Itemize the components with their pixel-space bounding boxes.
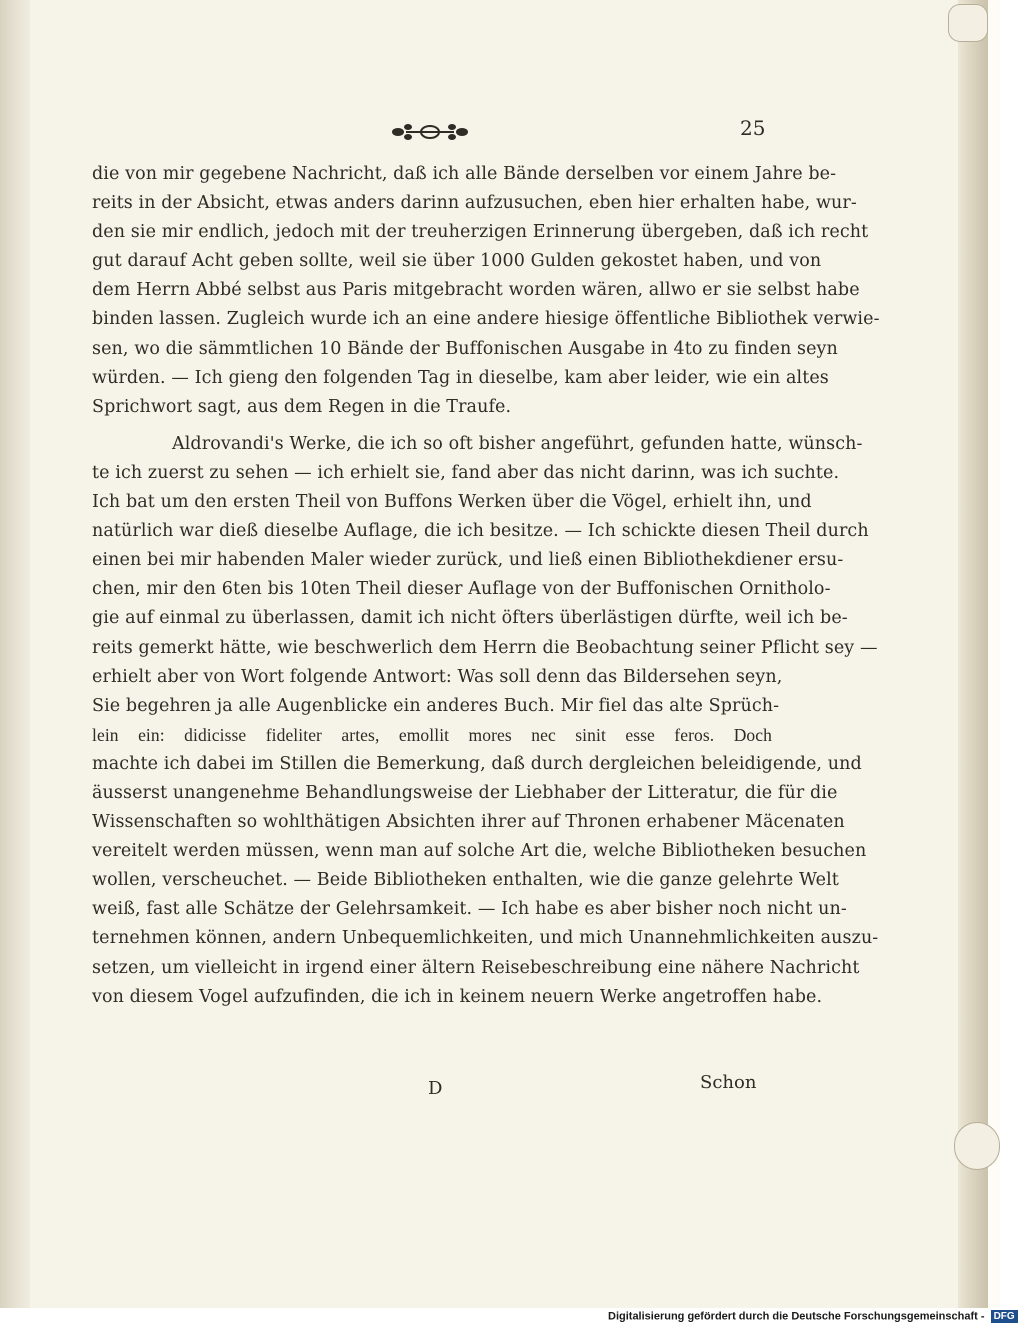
text-line: te ich zuerst zu sehen — ich erhielt sie, fand aber das nicht darinn, was ich suchte. xyxy=(92,462,840,483)
text-line: binden lassen. Zugleich wurde ich an eine andere hiesige öffentliche Bibliothek verwie- xyxy=(92,309,880,330)
paragraph-2 xyxy=(92,430,879,1012)
text-line: vereitelt werden müssen, wenn man auf solche Art die, welche Bibliotheken besuchen xyxy=(92,841,867,862)
text-line: ternehmen können, andern Unbequemlichkeiten, und mich Unannehmlichkeiten auszu- xyxy=(92,928,879,949)
text-line: machte ich dabei im Stillen die Bemerkung, daß durch dergleichen beleidigende, und xyxy=(92,753,862,774)
text-line: Ich bat um den ersten Theil von Buffons Werken über die Vögel, erhielt ihn, und xyxy=(92,492,812,513)
text-line: den sie mir endlich, jedoch mit der treuherzigen Erinnerung übergeben, daß ich recht xyxy=(92,222,869,243)
text-line: die von mir gegebene Nachricht, daß ich alle Bände derselben vor einem Jahre be- xyxy=(92,164,837,184)
page-edge xyxy=(958,0,988,1308)
text-line: Sie begehren ja alle Augenblicke ein anderes Buch. Mir fiel das alte Sprüch- xyxy=(92,695,780,716)
paragraph-1 xyxy=(92,160,880,422)
page-clip-bottom xyxy=(954,1122,1000,1170)
text-line: äusserst unangenehme Behandlungsweise der Liebhaber der Litteratur, die für die xyxy=(92,782,838,803)
text-line: dem Herrn Abbé selbst aus Paris mitgebracht worden wären, allwo er sie selbst habe xyxy=(92,280,860,301)
signature-mark: D xyxy=(428,1078,443,1099)
text-line: würden. — Ich gieng den folgenden Tag in dieselbe, kam aber leider, wie ein altes xyxy=(92,367,829,388)
text-line: gie auf einmal zu überlassen, damit ich nicht öfters überlästigen dürfte, weil ich be- xyxy=(92,608,848,629)
text-line: sen, wo die sämmtlichen 10 Bände der Buffonischen Ausgabe in 4to zu finden seyn xyxy=(92,338,838,359)
text-line: reits gemerkt hätte, wie beschwerlich dem Herrn die Beobachtung seiner Pflicht sey — xyxy=(92,637,878,658)
text-line: Wissenschaften so wohlthätigen Absichten ihrer auf Thronen erhabener Mäcenaten xyxy=(92,812,845,833)
page-clip-top xyxy=(948,4,988,42)
text-line: lein ein: didicisse fideliter artes, emollit mores nec sinit esse feros. Doch xyxy=(92,724,772,745)
text-line: gut darauf Acht geben sollte, weil sie über 1000 Gulden gekostet haben, und von xyxy=(92,251,822,272)
page-number: 25 xyxy=(740,116,766,140)
text-line: Aldrovandi's Werke, die ich so oft bisher angeführt, gefunden hatte, wünsch- xyxy=(172,433,863,454)
text-line: weiß, fast alle Schätze der Gelehrsamkeit. — Ich habe es aber bisher noch nicht un- xyxy=(92,899,847,920)
catchword: Schon xyxy=(700,1072,757,1093)
text-line: einen bei mir habenden Maler wieder zurück, und ließ einen Bibliothekdiener ersu- xyxy=(92,550,844,571)
text-line: von diesem Vogel aufzufinden, die ich in keinem neuern Werke angetroffen habe. xyxy=(92,986,823,1007)
text-line: Sprichwort sagt, aus dem Regen in die Traufe. xyxy=(92,396,512,417)
text-line: chen, mir den 6ten bis 10ten Theil dieser Auflage von der Buffonischen Ornitholo- xyxy=(92,579,831,600)
digitization-note xyxy=(608,1310,1018,1323)
text-line: natürlich war dieß dieselbe Auflage, die ich besitze. — Ich schickte diesen Theil durch xyxy=(92,521,869,542)
dfg-logo: DFG xyxy=(991,1310,1018,1323)
floral-ornament-icon xyxy=(390,120,470,144)
text-line: wollen, verscheuchet. — Beide Bibliotheken enthalten, wie die ganze gelehrte Welt xyxy=(92,870,839,891)
digitization-note-text: Digitalisierung gefördert durch die Deutsche Forschungsgemeinschaft - xyxy=(608,1310,985,1323)
text-line: erhielt aber von Wort folgende Antwort: Was soll denn das Bildersehen seyn, xyxy=(92,666,783,687)
text-line: reits in der Absicht, etwas anders darinn aufzusuchen, eben hier erhalten habe, wur- xyxy=(92,193,857,214)
body-text xyxy=(92,160,880,1012)
text-line: setzen, um vielleicht in irgend einer ältern Reisebeschreibung eine nähere Nachricht xyxy=(92,957,860,978)
